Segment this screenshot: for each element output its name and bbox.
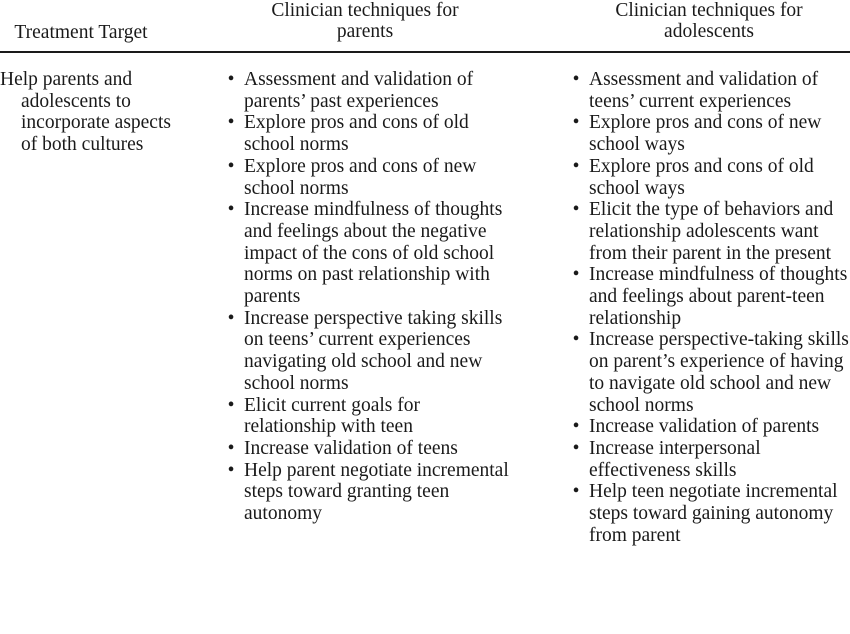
parents-technique-item <box>224 69 514 112</box>
parents-technique-text: Increase perspective taking skills on teens’ current experiences navigating old school and new school norms <box>244 307 503 394</box>
parents-techniques-list <box>224 69 514 525</box>
adolescents-techniques-list <box>569 69 850 546</box>
adolescents-technique-text: Assessment and validation of teens’ current experiences <box>589 69 819 112</box>
parents-technique-text: Increase mindfulness of thoughts and feelings about the negative impact of the cons of old school norms on past relationship with parents <box>244 199 503 308</box>
bullet-icon: • <box>227 112 235 134</box>
bullet-icon: • <box>227 199 235 221</box>
parents-technique-item <box>224 460 514 525</box>
header-clinician-parents <box>226 0 504 42</box>
bullet-icon: • <box>227 394 235 416</box>
bullet-icon: • <box>227 437 235 459</box>
parents-technique-item <box>224 156 514 199</box>
adolescents-technique-text: Increase perspective-taking skills on parent’s experience of having to navigate old school and new school norms <box>589 329 849 416</box>
header-parents-line1: Clinician techniques for <box>271 0 459 21</box>
bullet-icon: • <box>572 481 580 503</box>
adolescents-technique-item <box>569 112 850 155</box>
bullet-icon: • <box>227 307 235 329</box>
adolescents-technique-item <box>569 329 850 416</box>
adolescents-technique-item <box>569 481 850 546</box>
adolescents-technique-text: Explore pros and cons of old school ways <box>589 155 814 199</box>
adolescents-technique-item <box>569 69 850 112</box>
adolescents-technique-text: Increase interpersonal effectiveness skills <box>589 437 761 481</box>
parents-technique-text: Assessment and validation of parents’ past experiences <box>244 69 474 112</box>
bullet-icon: • <box>572 416 580 438</box>
header-rule <box>0 51 850 53</box>
bullet-icon: • <box>227 155 235 177</box>
adolescents-technique-item <box>569 264 850 329</box>
parents-technique-text: Help parent negotiate incremental steps toward granting teen autonomy <box>244 459 509 525</box>
adolescents-technique-text: Increase mindfulness of thoughts and feelings about parent-teen relationship <box>589 264 848 329</box>
parents-technique-item <box>224 112 514 155</box>
header-parents-line2: parents <box>336 21 394 42</box>
bullet-icon: • <box>227 69 235 90</box>
bullet-icon: • <box>572 112 580 134</box>
treatment-target-cell: Help parents and adolescents to incorporate aspects of both cultures <box>0 69 171 156</box>
bullet-icon: • <box>572 199 580 221</box>
header-treatment-target <box>0 22 162 43</box>
header-adolescents-line2: adolescents <box>664 21 754 42</box>
parents-technique-text: Increase validation of teens <box>244 437 458 459</box>
adolescents-technique-item <box>569 156 850 199</box>
adolescents-technique-text: Help teen negotiate incremental steps toward gaining autonomy from parent <box>589 481 838 546</box>
bullet-icon: • <box>572 69 580 90</box>
bullet-icon: • <box>227 459 235 481</box>
bullet-icon: • <box>572 329 580 351</box>
bullet-icon: • <box>572 437 580 459</box>
parents-technique-text: Elicit current goals for relationship with teen <box>244 394 420 438</box>
parents-technique-item <box>224 395 514 438</box>
header-adolescents-line1: Clinician techniques for <box>615 0 803 21</box>
bullet-icon: • <box>572 264 580 286</box>
adolescents-technique-item <box>569 438 850 481</box>
parents-technique-text: Explore pros and cons of new school norms <box>244 155 477 199</box>
adolescents-technique-text: Explore pros and cons of new school ways <box>589 112 822 156</box>
parents-technique-item <box>224 438 514 460</box>
bullet-icon: • <box>572 155 580 177</box>
parents-technique-text: Explore pros and cons of old school norms <box>244 112 469 156</box>
parents-technique-item <box>224 308 514 395</box>
adolescents-technique-item <box>569 416 850 438</box>
header-clinician-adolescents <box>568 0 850 42</box>
adolescents-technique-text: Elicit the type of behaviors and relationship adolescents want from their parent in the present <box>589 199 834 264</box>
header-treatment-target-label: Treatment Target <box>14 22 148 43</box>
adolescents-technique-item <box>569 199 850 264</box>
parents-technique-item <box>224 199 514 308</box>
adolescents-technique-text: Increase validation of parents <box>589 416 820 438</box>
